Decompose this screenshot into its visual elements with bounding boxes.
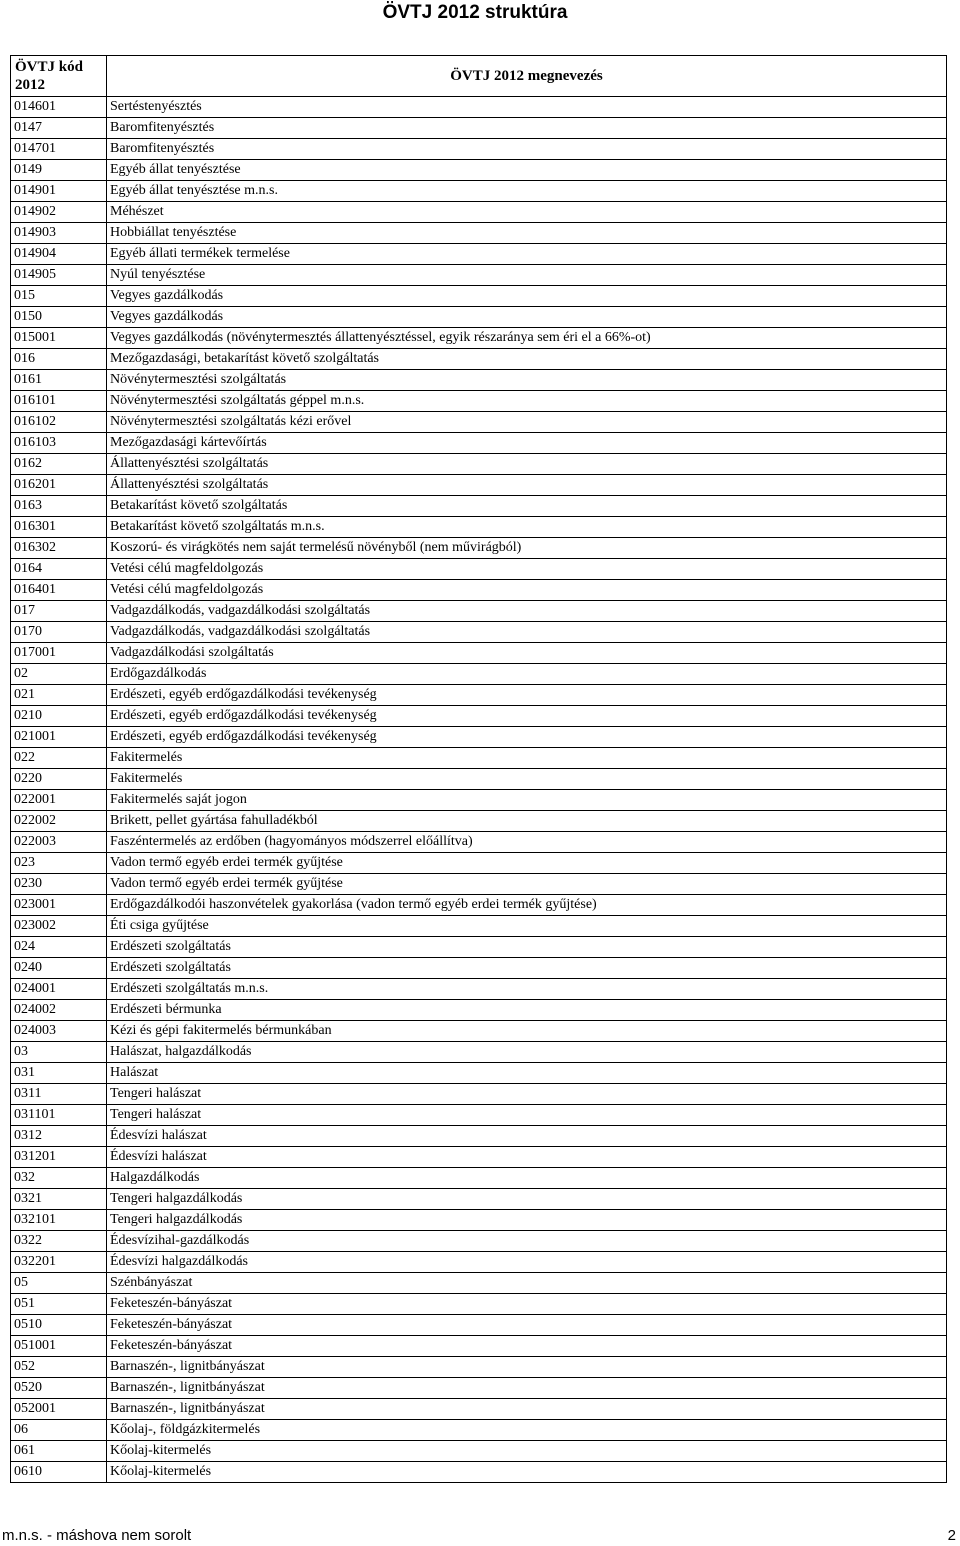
table-row (11, 937, 947, 958)
row-name: Kőolaj-kitermelés (107, 1441, 947, 1462)
row-name: Vadon termő egyéb erdei termék gyűjtése (107, 874, 947, 895)
table-row (11, 475, 947, 496)
table-row (11, 832, 947, 853)
row-name: Fakitermelés saját jogon (107, 790, 947, 811)
row-name: Halgazdálkodás (107, 1168, 947, 1189)
row-code: 016302 (11, 538, 107, 559)
row-code: 0321 (11, 1189, 107, 1210)
table-row (11, 1105, 947, 1126)
row-code: 0162 (11, 454, 107, 475)
table-row (11, 1273, 947, 1294)
row-name: Vegyes gazdálkodás (107, 307, 947, 328)
column-header-name: ÖVTJ 2012 megnevezés (107, 56, 947, 97)
row-name: Mezőgazdasági kártevőírtás (107, 433, 947, 454)
row-name: Egyéb állat tenyésztése m.n.s. (107, 181, 947, 202)
row-code: 051001 (11, 1336, 107, 1357)
table-row (11, 97, 947, 118)
row-name: Vadgazdálkodás, vadgazdálkodási szolgáltatás (107, 601, 947, 622)
row-name: Vegyes gazdálkodás (növénytermesztés állattenyésztéssel, egyik részaránya sem éri el a 66%-ot) (107, 328, 947, 349)
row-name: Kőolaj-, földgázkitermelés (107, 1420, 947, 1441)
table-row (11, 328, 947, 349)
row-code: 017001 (11, 643, 107, 664)
row-name: Szénbányászat (107, 1273, 947, 1294)
row-name: Feketeszén-bányászat (107, 1294, 947, 1315)
row-name: Nyúl tenyésztése (107, 265, 947, 286)
table-row (11, 706, 947, 727)
row-name: Faszéntermelés az erdőben (hagyományos módszerrel előállítva) (107, 832, 947, 853)
row-code: 0150 (11, 307, 107, 328)
row-code: 014903 (11, 223, 107, 244)
row-name: Hobbiállat tenyésztése (107, 223, 947, 244)
row-code: 0240 (11, 958, 107, 979)
table-row (11, 727, 947, 748)
row-name: Vetési célú magfeldolgozás (107, 559, 947, 580)
row-code: 031 (11, 1063, 107, 1084)
row-code: 016102 (11, 412, 107, 433)
row-name: Erdészeti, egyéb erdőgazdálkodási tevékenység (107, 727, 947, 748)
row-name: Tengeri halgazdálkodás (107, 1210, 947, 1231)
row-name: Tengeri halászat (107, 1084, 947, 1105)
table-row (11, 307, 947, 328)
table-row (11, 538, 947, 559)
row-name: Erdészeti bérmunka (107, 1000, 947, 1021)
row-code: 0610 (11, 1462, 107, 1483)
table-row (11, 916, 947, 937)
row-code: 024001 (11, 979, 107, 1000)
page-number: 2 (947, 1527, 956, 1544)
table-row (11, 349, 947, 370)
row-name: Sertéstenyésztés (107, 97, 947, 118)
row-code: 023001 (11, 895, 107, 916)
row-name: Erdészeti szolgáltatás (107, 937, 947, 958)
table-row (11, 1168, 947, 1189)
table-row (11, 139, 947, 160)
row-name: Éti csiga gyűjtése (107, 916, 947, 937)
row-name: Állattenyésztési szolgáltatás (107, 475, 947, 496)
table-row (11, 643, 947, 664)
row-name: Vegyes gazdálkodás (107, 286, 947, 307)
table-row (11, 1399, 947, 1420)
row-name: Baromfitenyésztés (107, 118, 947, 139)
table-row (11, 664, 947, 685)
row-code: 014901 (11, 181, 107, 202)
row-code: 024002 (11, 1000, 107, 1021)
row-name: Egyéb állati termékek termelése (107, 244, 947, 265)
row-name: Méhészet (107, 202, 947, 223)
row-code: 015001 (11, 328, 107, 349)
row-code: 016103 (11, 433, 107, 454)
row-code: 014902 (11, 202, 107, 223)
row-code: 03 (11, 1042, 107, 1063)
row-name: Barnaszén-, lignitbányászat (107, 1399, 947, 1420)
table-row (11, 244, 947, 265)
row-name: Halászat (107, 1063, 947, 1084)
row-code: 024003 (11, 1021, 107, 1042)
table-row (11, 1231, 947, 1252)
row-name: Állattenyésztési szolgáltatás (107, 454, 947, 475)
table-row (11, 769, 947, 790)
table-row (11, 223, 947, 244)
row-code: 014904 (11, 244, 107, 265)
row-name: Erdészeti szolgáltatás (107, 958, 947, 979)
row-code: 0149 (11, 160, 107, 181)
row-code: 014905 (11, 265, 107, 286)
row-code: 0230 (11, 874, 107, 895)
row-code: 031201 (11, 1147, 107, 1168)
row-name: Mezőgazdasági, betakarítást követő szolgáltatás (107, 349, 947, 370)
row-code: 02 (11, 664, 107, 685)
row-code: 0161 (11, 370, 107, 391)
table-row (11, 1000, 947, 1021)
row-code: 014701 (11, 139, 107, 160)
row-code: 023002 (11, 916, 107, 937)
row-code: 032 (11, 1168, 107, 1189)
table-row (11, 979, 947, 1000)
table-row (11, 1420, 947, 1441)
row-code: 016301 (11, 517, 107, 538)
table-row (11, 601, 947, 622)
row-name: Brikett, pellet gyártása fahulladékból (107, 811, 947, 832)
row-code: 0163 (11, 496, 107, 517)
row-code: 052 (11, 1357, 107, 1378)
table-row (11, 1441, 947, 1462)
table-row (11, 1084, 947, 1105)
row-name: Koszorú- és virágkötés nem saját termelésű növényből (nem művirágból) (107, 538, 947, 559)
row-name: Vadgazdálkodás, vadgazdálkodási szolgáltatás (107, 622, 947, 643)
row-code: 022 (11, 748, 107, 769)
row-name: Növénytermesztési szolgáltatás (107, 370, 947, 391)
row-name: Baromfitenyésztés (107, 139, 947, 160)
row-name: Édesvízi halgazdálkodás (107, 1252, 947, 1273)
row-code: 016401 (11, 580, 107, 601)
row-name: Fakitermelés (107, 748, 947, 769)
row-code: 0311 (11, 1084, 107, 1105)
page-title: ÖVTJ 2012 struktúra (382, 2, 568, 23)
table-row (11, 811, 947, 832)
table-row (11, 160, 947, 181)
table-row (11, 517, 947, 538)
row-code: 024 (11, 937, 107, 958)
row-code: 0510 (11, 1315, 107, 1336)
row-code: 0170 (11, 622, 107, 643)
table-row (11, 580, 947, 601)
table-row (11, 853, 947, 874)
row-code: 031101 (11, 1105, 107, 1126)
table-row (11, 412, 947, 433)
row-code: 017 (11, 601, 107, 622)
row-name: Erdészeti, egyéb erdőgazdálkodási tevékenység (107, 706, 947, 727)
row-name: Növénytermesztési szolgáltatás kézi erővel (107, 412, 947, 433)
row-code: 051 (11, 1294, 107, 1315)
row-code: 032201 (11, 1252, 107, 1273)
row-name: Tengeri halászat (107, 1105, 947, 1126)
row-name: Édesvízi halászat (107, 1126, 947, 1147)
row-code: 015 (11, 286, 107, 307)
row-code: 052001 (11, 1399, 107, 1420)
row-name: Halászat, halgazdálkodás (107, 1042, 947, 1063)
row-code: 022001 (11, 790, 107, 811)
row-name: Édesvízihal-gazdálkodás (107, 1231, 947, 1252)
table-row (11, 1210, 947, 1231)
row-code: 032101 (11, 1210, 107, 1231)
footer-note: m.n.s. - máshova nem sorolt (2, 1527, 192, 1544)
table-row (11, 1315, 947, 1336)
row-code: 0220 (11, 769, 107, 790)
row-code: 05 (11, 1273, 107, 1294)
row-name: Kőolaj-kitermelés (107, 1462, 947, 1483)
column-header-code-line1: ÖVTJ kód (15, 59, 83, 75)
row-code: 022002 (11, 811, 107, 832)
row-code: 021 (11, 685, 107, 706)
row-name: Egyéb állat tenyésztése (107, 160, 947, 181)
row-code: 0322 (11, 1231, 107, 1252)
table-row (11, 748, 947, 769)
row-code: 0147 (11, 118, 107, 139)
table-row (11, 685, 947, 706)
table-row (11, 1252, 947, 1273)
row-name: Vetési célú magfeldolgozás (107, 580, 947, 601)
table-row (11, 1126, 947, 1147)
row-code: 0210 (11, 706, 107, 727)
row-code: 021001 (11, 727, 107, 748)
row-name: Barnaszén-, lignitbányászat (107, 1357, 947, 1378)
table-row (11, 790, 947, 811)
row-name: Vadgazdálkodási szolgáltatás (107, 643, 947, 664)
table-header-row (11, 56, 947, 97)
row-name: Tengeri halgazdálkodás (107, 1189, 947, 1210)
table-row (11, 433, 947, 454)
row-name: Fakitermelés (107, 769, 947, 790)
table-row (11, 1294, 947, 1315)
row-code: 0520 (11, 1378, 107, 1399)
table-row (11, 958, 947, 979)
row-name: Barnaszén-, lignitbányászat (107, 1378, 947, 1399)
table-row (11, 622, 947, 643)
table-row (11, 496, 947, 517)
row-name: Erdészeti, egyéb erdőgazdálkodási tevékenység (107, 685, 947, 706)
row-code: 06 (11, 1420, 107, 1441)
table-row (11, 1462, 947, 1483)
table-row (11, 1021, 947, 1042)
table-row (11, 1147, 947, 1168)
table-row (11, 895, 947, 916)
column-header-code-line2: 2012 (15, 77, 45, 93)
row-name: Növénytermesztési szolgáltatás géppel m.n.s. (107, 391, 947, 412)
row-code: 0312 (11, 1126, 107, 1147)
row-name: Feketeszén-bányászat (107, 1336, 947, 1357)
table-row (11, 454, 947, 475)
table-row (11, 874, 947, 895)
row-code: 016 (11, 349, 107, 370)
table-row (11, 202, 947, 223)
row-code: 023 (11, 853, 107, 874)
row-code: 016201 (11, 475, 107, 496)
table-row (11, 1189, 947, 1210)
row-name: Feketeszén-bányászat (107, 1315, 947, 1336)
row-code: 022003 (11, 832, 107, 853)
table-row (11, 1042, 947, 1063)
table-row (11, 286, 947, 307)
table-row (11, 1063, 947, 1084)
column-header-code (11, 56, 107, 97)
table-body (11, 97, 947, 1483)
row-name: Kézi és gépi fakitermelés bérmunkában (107, 1021, 947, 1042)
table-row (11, 181, 947, 202)
table-row (11, 1378, 947, 1399)
row-code: 061 (11, 1441, 107, 1462)
row-code: 014601 (11, 97, 107, 118)
row-name: Édesvízi halászat (107, 1147, 947, 1168)
row-code: 016101 (11, 391, 107, 412)
row-code: 0164 (11, 559, 107, 580)
row-name: Erdészeti szolgáltatás m.n.s. (107, 979, 947, 1000)
table-row (11, 370, 947, 391)
table-row (11, 118, 947, 139)
table-row (11, 391, 947, 412)
table-row (11, 1336, 947, 1357)
table-row (11, 265, 947, 286)
table-row (11, 1357, 947, 1378)
classification-table (10, 55, 947, 1483)
row-name: Erdőgazdálkodói haszonvételek gyakorlása (vadon termő egyéb erdei termék gyűjtése) (107, 895, 947, 916)
row-name: Betakarítást követő szolgáltatás (107, 496, 947, 517)
table-row (11, 559, 947, 580)
row-name: Vadon termő egyéb erdei termék gyűjtése (107, 853, 947, 874)
row-name: Erdőgazdálkodás (107, 664, 947, 685)
row-name: Betakarítást követő szolgáltatás m.n.s. (107, 517, 947, 538)
